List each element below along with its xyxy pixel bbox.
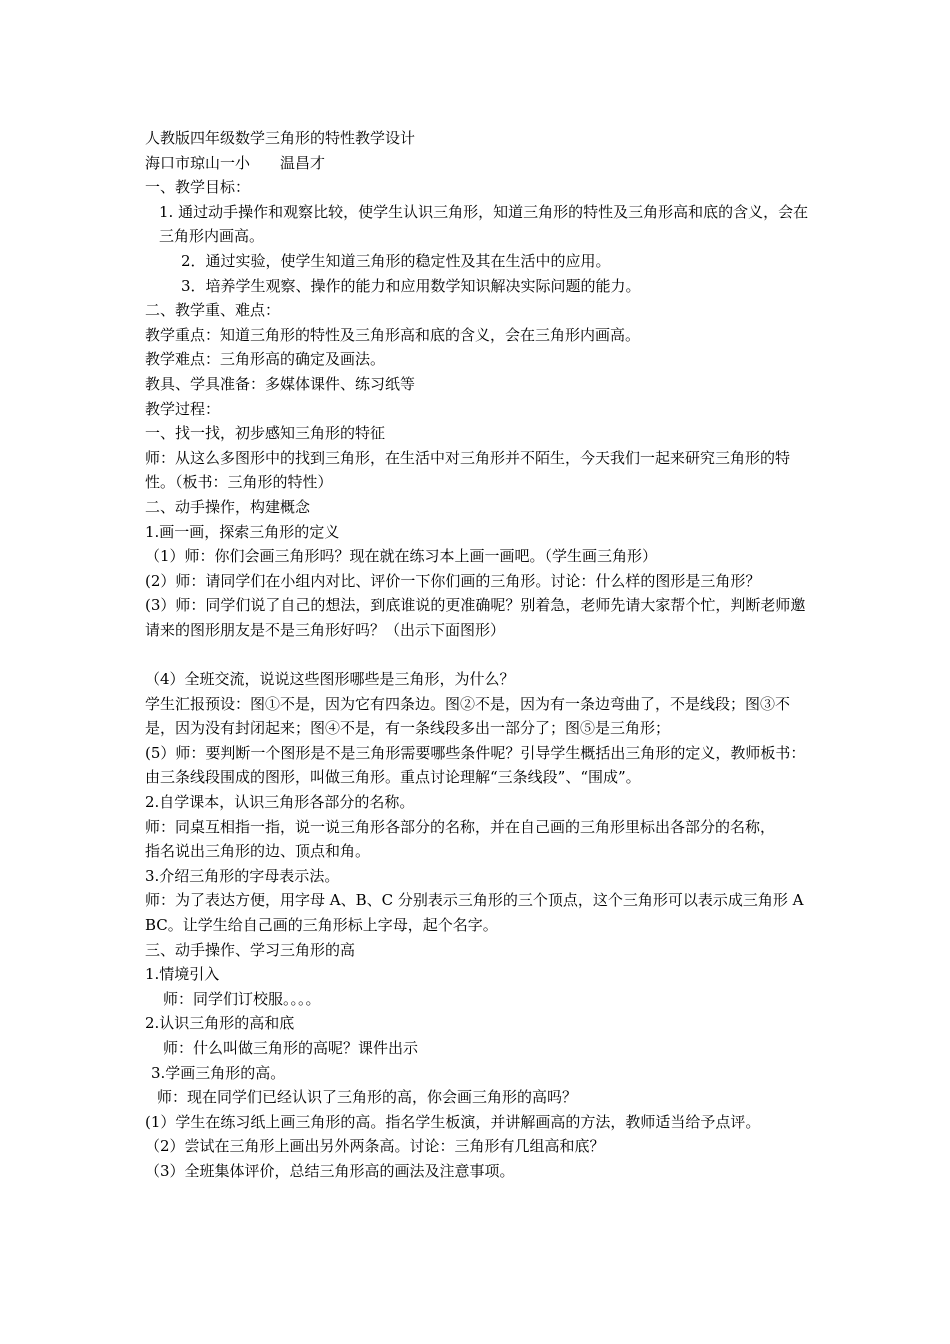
paragraph-line: 教学重点：知道三角形的特性及三角形高和底的含义，会在三角形内画高。 — [145, 325, 641, 344]
paragraph-line: 教学难点：三角形高的确定及画法。 — [145, 350, 386, 369]
paragraph-line: 师：什么叫做三角形的高呢？课件出示 — [163, 1038, 419, 1057]
paragraph-line: (2）师：请同学们在小组内对比、评价一下你们画的三角形。讨论：什么样的图形是三角形？ — [145, 571, 761, 590]
paragraph-line: 1. 通过动手操作和观察比较，使学生认识三角形，知道三角形的特性及三角形高和底的含义，会在三角形内画高。 — [159, 202, 809, 246]
paragraph-line: 2.认识三角形的高和底 — [145, 1014, 295, 1033]
paragraph-line: 2．通过实验，使学生知道三角形的稳定性及其在生活中的应用。 — [181, 251, 611, 270]
paragraph-line: （1）师：你们会画三角形吗？现在就在练习本上画一画吧。（学生画三角形） — [145, 547, 658, 566]
paragraph-line: 师：为了表达方便，用字母 A、B、C 分别表示三角形的三个顶点，这个三角形可以表示成三角形 ABC。让学生给自己画的三角形标上字母，起个名字。 — [145, 891, 804, 934]
paragraph-line: (3）师：同学们说了自己的想法，到底谁说的更准确呢？别着急，老师先请大家帮个忙，判断老师邀请来的图形朋友是不是三角形好吗？（出示下面图形） — [145, 596, 806, 639]
paragraph-line: 3.介绍三角形的字母表示法。 — [145, 866, 340, 885]
paragraph-line: （3）全班集体评价，总结三角形高的画法及注意事项。 — [145, 1161, 515, 1180]
paragraph-line: （2）尝试在三角形上画出另外两条高。讨论：三角形有几组高和底？ — [145, 1137, 605, 1156]
paragraph-line: 师：同学们订校服。。。。 — [163, 989, 321, 1008]
paragraph-line: （4）全班交流，说说这些图形哪些是三角形，为什么？ — [145, 670, 515, 689]
paragraph-line: 二、动手操作，构建概念 — [145, 497, 311, 516]
document-body — [145, 175, 813, 1183]
paragraph-line: 2.自学课本，认识三角形各部分的名称。 — [145, 793, 415, 812]
paragraph-line: 1.情境引入 — [145, 965, 220, 984]
paragraph-line: 一、教学目标： — [145, 178, 251, 197]
paragraph-line: 一、找一找，初步感知三角形的特征 — [145, 424, 386, 443]
paragraph-line: 二、教学重、难点： — [145, 301, 281, 320]
paragraph-line: 三、动手操作、学习三角形的高 — [145, 940, 356, 959]
paragraph-line: 师：从这么多图形中的找到三角形，在生活中对三角形并不陌生，今天我们一起来研究三角形的特性。（板书：三角形的特性） — [145, 448, 791, 492]
paragraph-line: 指名说出三角形的边、顶点和角。 — [145, 842, 371, 861]
paragraph-line: 教具、学具准备：多媒体课件、练习纸等 — [145, 374, 416, 393]
paragraph-line: (5）师：要判断一个图形是不是三角形需要哪些条件呢？引导学生概括出三角形的定义，教师板书：由三条线段围成的图形，叫做三角形。重点讨论理解“三条线段”、“围成”。 — [145, 743, 806, 787]
paragraph-line: 3.学画三角形的高。 — [151, 1063, 286, 1082]
document-author: 海口市琼山一小 温昌才 — [145, 153, 326, 172]
paragraph-line: 师：现在同学们已经认识了三角形的高，你会画三角形的高吗？ — [157, 1088, 578, 1107]
paragraph-line: 师：同桌互相指一指，说一说三角形各部分的名称，并在自己画的三角形里标出各部分的名称， — [145, 817, 776, 836]
paragraph-line: 1.画一画，探索三角形的定义 — [145, 522, 340, 541]
paragraph-line: 3．培养学生观察、操作的能力和应用数学知识解决实际问题的能力。 — [181, 276, 641, 295]
document-title: 人教版四年级数学三角形的特性教学设计 — [145, 129, 416, 147]
paragraph-line: (1）学生在练习纸上画三角形的高。指名学生板演，并讲解画高的方法，教师适当给予点评。 — [145, 1112, 761, 1131]
paragraph-line: 学生汇报预设：图①不是，因为它有四条边。图②不是，因为有一条边弯曲了，不是线段；图③不是，因为没有封闭起来；图④不是，有一条线段多出一部分了；图⑤是三角形； — [145, 694, 791, 738]
figure-placeholder — [145, 642, 813, 667]
paragraph-line: 教学过程： — [145, 399, 221, 418]
document-page — [145, 126, 813, 1184]
